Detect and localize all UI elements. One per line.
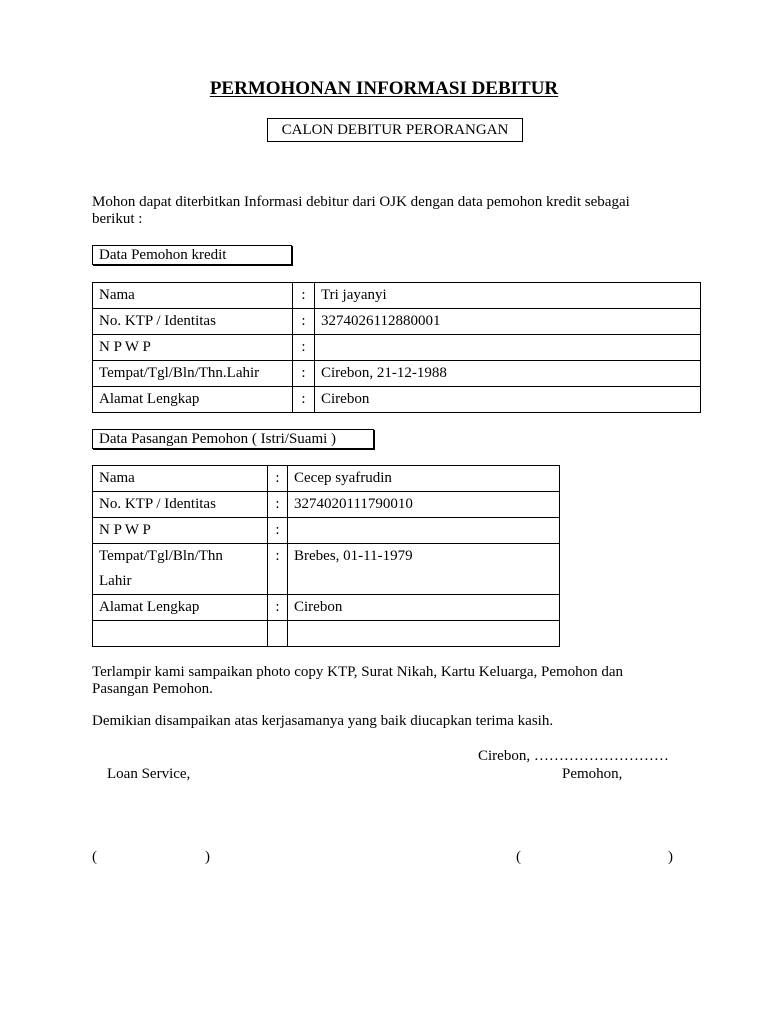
document-subtitle-box: CALON DEBITUR PERORANGAN [267,118,523,142]
table-row [93,595,560,621]
section-heading-applicant: Data Pemohon kredit [92,245,292,265]
row-separator: : [293,335,315,361]
row-label: Nama [93,466,268,492]
row-label: N P W P [93,335,293,361]
row-label: Nama [93,283,293,309]
signature-right-open-paren: ( [516,849,521,865]
row-value: Brebes, 01-11-1979 [288,544,560,595]
section-heading-spouse: Data Pasangan Pemohon ( Istri/Suami ) [92,429,374,449]
row-label: Alamat Lengkap [93,387,293,413]
row-separator: : [293,309,315,335]
intro-line-2: berikut : [92,211,143,227]
row-value: Cecep syafrudin [288,466,560,492]
row-label-line-2: Lahir [99,573,132,589]
row-value: Tri jayanyi [315,283,701,309]
row-label: No. KTP / Identitas [93,309,293,335]
row-value [288,518,560,544]
row-label: Alamat Lengkap [93,595,268,621]
row-label-line-1: Tempat/Tgl/Bln/Thn [99,548,223,564]
row-separator: : [293,361,315,387]
row-label: N P W P [93,518,268,544]
row-separator: : [268,518,288,544]
table-row [93,518,560,544]
row-separator: : [268,595,288,621]
table-row [93,283,701,309]
row-separator: : [268,466,288,492]
table-row-empty [93,621,560,647]
table-row [93,544,560,595]
signature-left-role: Loan Service, [107,766,191,782]
row-label: No. KTP / Identitas [93,492,268,518]
row-separator: : [268,492,288,518]
row-value: 3274026112880001 [315,309,701,335]
table-row [93,492,560,518]
row-separator: : [293,283,315,309]
row-separator: : [293,387,315,413]
attachment-paragraph [92,664,623,698]
table-row [93,466,560,492]
row-separator [268,621,288,647]
table-row [93,387,701,413]
row-value: 3274020111790010 [288,492,560,518]
signature-place-date: Cirebon, ……………………… [478,748,669,764]
closing-paragraph: Demikian disampaikan atas kerjasamanya yang baik diucapkan terima kasih. [92,713,554,729]
attachment-line-1: Terlampir kami sampaikan photo copy KTP, Surat Nikah, Kartu Keluarga, Pemohon dan [92,664,624,680]
table-row [93,309,701,335]
document-title: PERMOHONAN INFORMASI DEBITUR [209,78,559,99]
row-value [315,335,701,361]
row-value: Cirebon [288,595,560,621]
row-value: Cirebon, 21-12-1988 [315,361,701,387]
signature-right-role: Pemohon, [562,766,623,782]
applicant-table [92,282,701,413]
row-label [93,544,268,595]
table-row [93,335,701,361]
signature-left-close-paren: ) [205,849,210,865]
intro-line-1: Mohon dapat diterbitkan Informasi debitur dari OJK dengan data pemohon kredit sebagai [92,194,630,210]
intro-paragraph [92,194,630,228]
attachment-line-2: Pasangan Pemohon. [92,681,213,697]
signature-left-open-paren: ( [92,849,97,865]
row-separator: : [268,544,288,595]
row-value: Cirebon [315,387,701,413]
table-row [93,361,701,387]
spouse-table [92,465,560,647]
row-label [93,621,268,647]
row-value [288,621,560,647]
row-label: Tempat/Tgl/Bln/Thn.Lahir [93,361,293,387]
signature-right-close-paren: ) [668,849,673,865]
